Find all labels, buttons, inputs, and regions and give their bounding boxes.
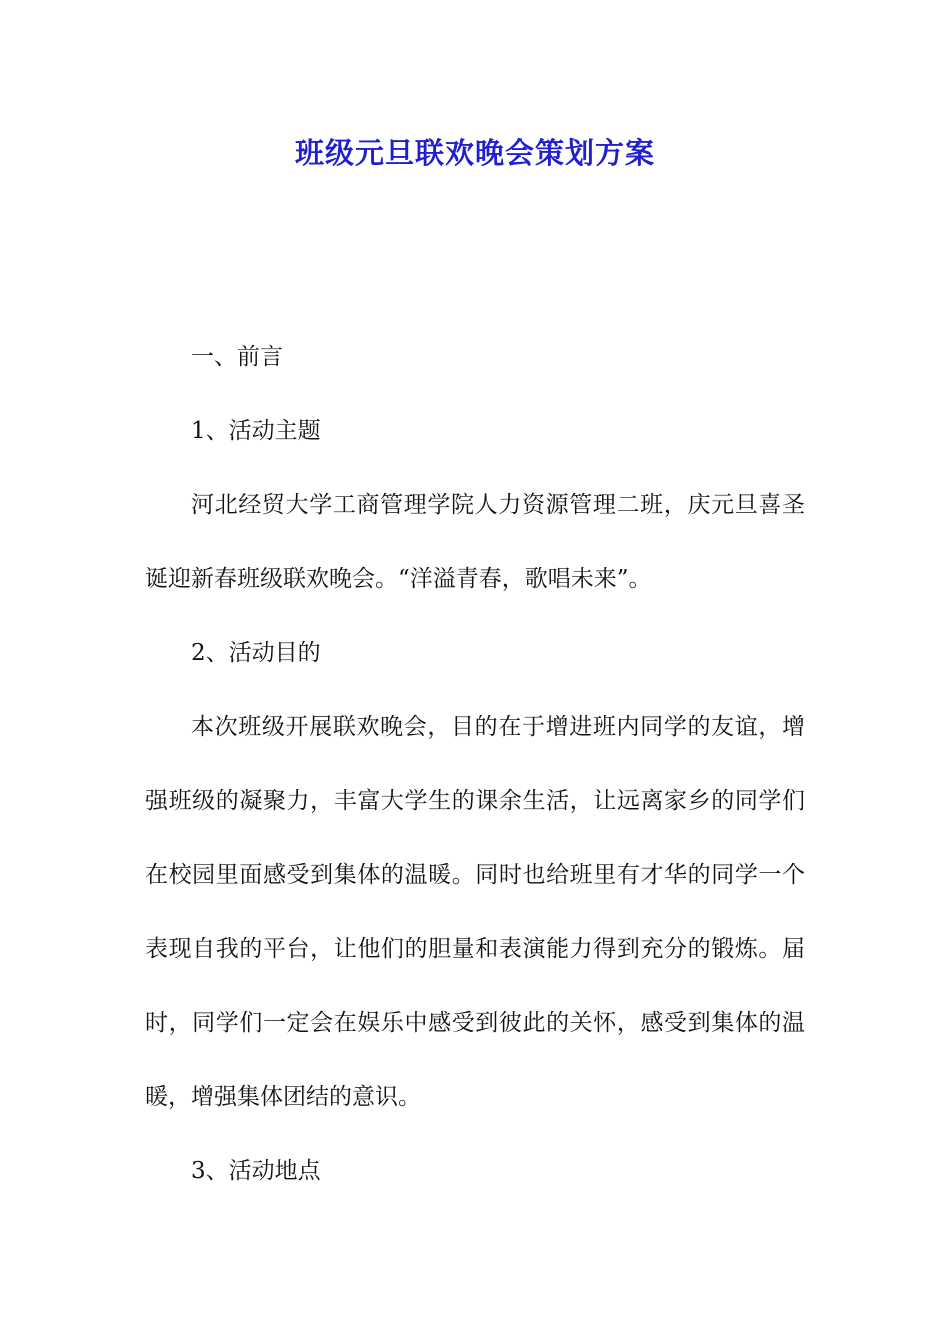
section-heading-purpose: 2、活动目的	[191, 640, 321, 666]
document-title: 班级元旦联欢晚会策划方案	[294, 136, 655, 170]
paragraph-theme: 河北经贸大学工商管理学院人力资源管理二班，庆元旦喜圣诞迎新春班级联欢晚会。“洋溢青春，歌唱未来”。	[145, 492, 805, 592]
section-heading-theme: 1、活动主题	[191, 418, 321, 444]
document-body	[145, 320, 805, 1208]
section-heading-preface: 一、前言	[191, 344, 283, 370]
section-heading-location: 3、活动地点	[191, 1158, 321, 1184]
paragraph-purpose: 本次班级开展联欢晚会，目的在于增进班内同学的友谊，增强班级的凝聚力，丰富大学生的课余生活，让远离家乡的同学们在校园里面感受到集体的温暖。同时也给班里有才华的同学一个表现自我的平台，让他们的胆量和表演能力得到充分的锻炼。届时，同学们一定会在娱乐中感受到彼此的关怀，感受到集体的温暖，增强集体团结的意识。	[145, 714, 805, 1110]
